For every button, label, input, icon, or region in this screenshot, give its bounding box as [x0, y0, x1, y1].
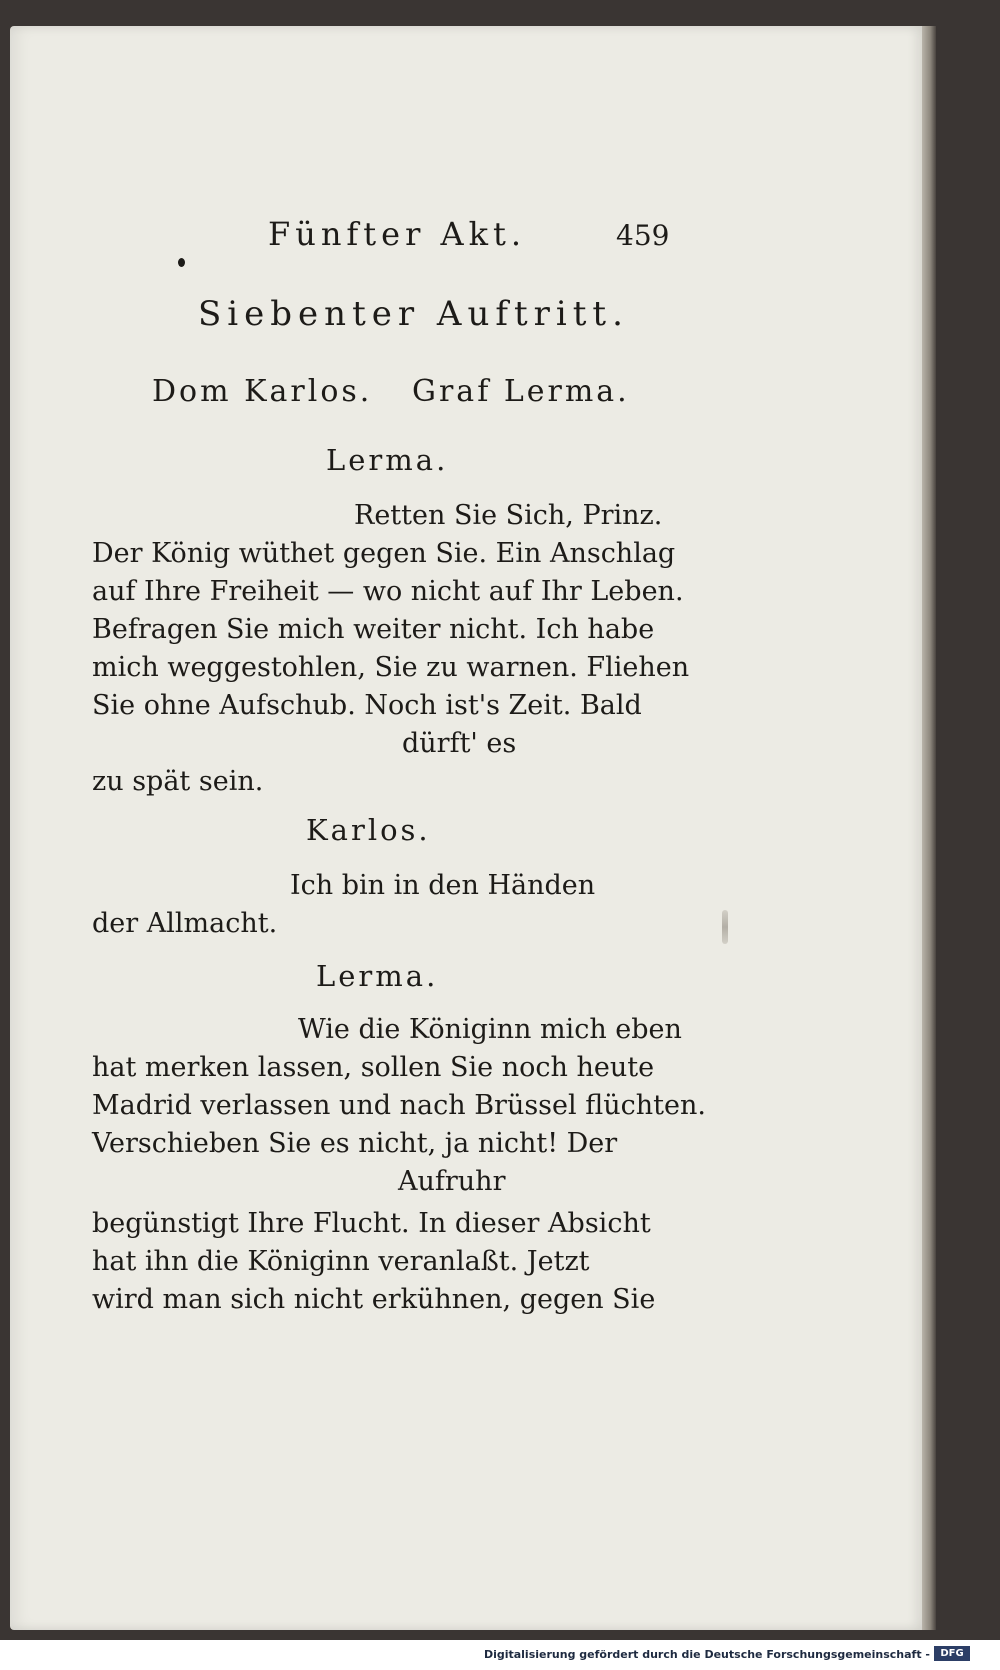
ink-dot [178, 258, 185, 267]
page-edge [922, 26, 936, 1630]
speech-line: Verschieben Sie es nicht, ja nicht! Der [92, 1128, 618, 1159]
speech-line: mich weggestohlen, Sie zu warnen. Fliehen [92, 652, 690, 683]
speech-line: Aufruhr [398, 1166, 506, 1197]
persons-karlos: Dom Karlos. [152, 374, 373, 409]
speech-line: dürft' es [402, 728, 517, 759]
speech-line: wird man sich nicht erkühnen, gegen Sie [92, 1284, 656, 1315]
scene-title: Siebenter Auftritt. [198, 294, 629, 334]
running-head: Fünfter Akt. [268, 215, 527, 253]
page-number: 459 [616, 219, 670, 252]
dfg-logo: DFG [934, 1646, 970, 1661]
speech-line: Retten Sie Sich, Prinz. [354, 500, 663, 531]
speech-line: Ich bin in den Händen [290, 870, 596, 901]
speech-line: begünstigt Ihre Flucht. In dieser Absicht [92, 1208, 651, 1239]
speaker-label: Lerma. [316, 959, 439, 993]
footer-credit: Digitalisierung gefördert durch die Deutsche Forschungsgemeinschaft - [483, 1648, 930, 1661]
speech-line: zu spät sein. [92, 766, 264, 797]
speech-line: hat ihn die Königinn veranlaßt. Jetzt [92, 1246, 590, 1277]
book-page [10, 26, 922, 1630]
speech-line: Wie die Königinn mich eben [298, 1014, 682, 1045]
speech-line: auf Ihre Freiheit — wo nicht auf Ihr Leben. [92, 576, 684, 607]
speech-line: hat merken lassen, sollen Sie noch heute [92, 1052, 655, 1083]
paper-mark [722, 910, 728, 944]
speech-line: der Allmacht. [92, 908, 278, 939]
speaker-label: Lerma. [326, 443, 449, 477]
speech-line: Der König wüthet gegen Sie. Ein Anschlag [92, 538, 676, 569]
speech-line: Befragen Sie mich weiter nicht. Ich habe [92, 614, 655, 645]
footer-bar [0, 1640, 1000, 1670]
speaker-label: Karlos. [306, 813, 431, 847]
persons-lerma: Graf Lerma. [412, 374, 630, 409]
speech-line: Madrid verlassen und nach Brüssel flüchten. [92, 1090, 706, 1121]
speech-line: Sie ohne Aufschub. Noch ist's Zeit. Bald [92, 690, 642, 721]
